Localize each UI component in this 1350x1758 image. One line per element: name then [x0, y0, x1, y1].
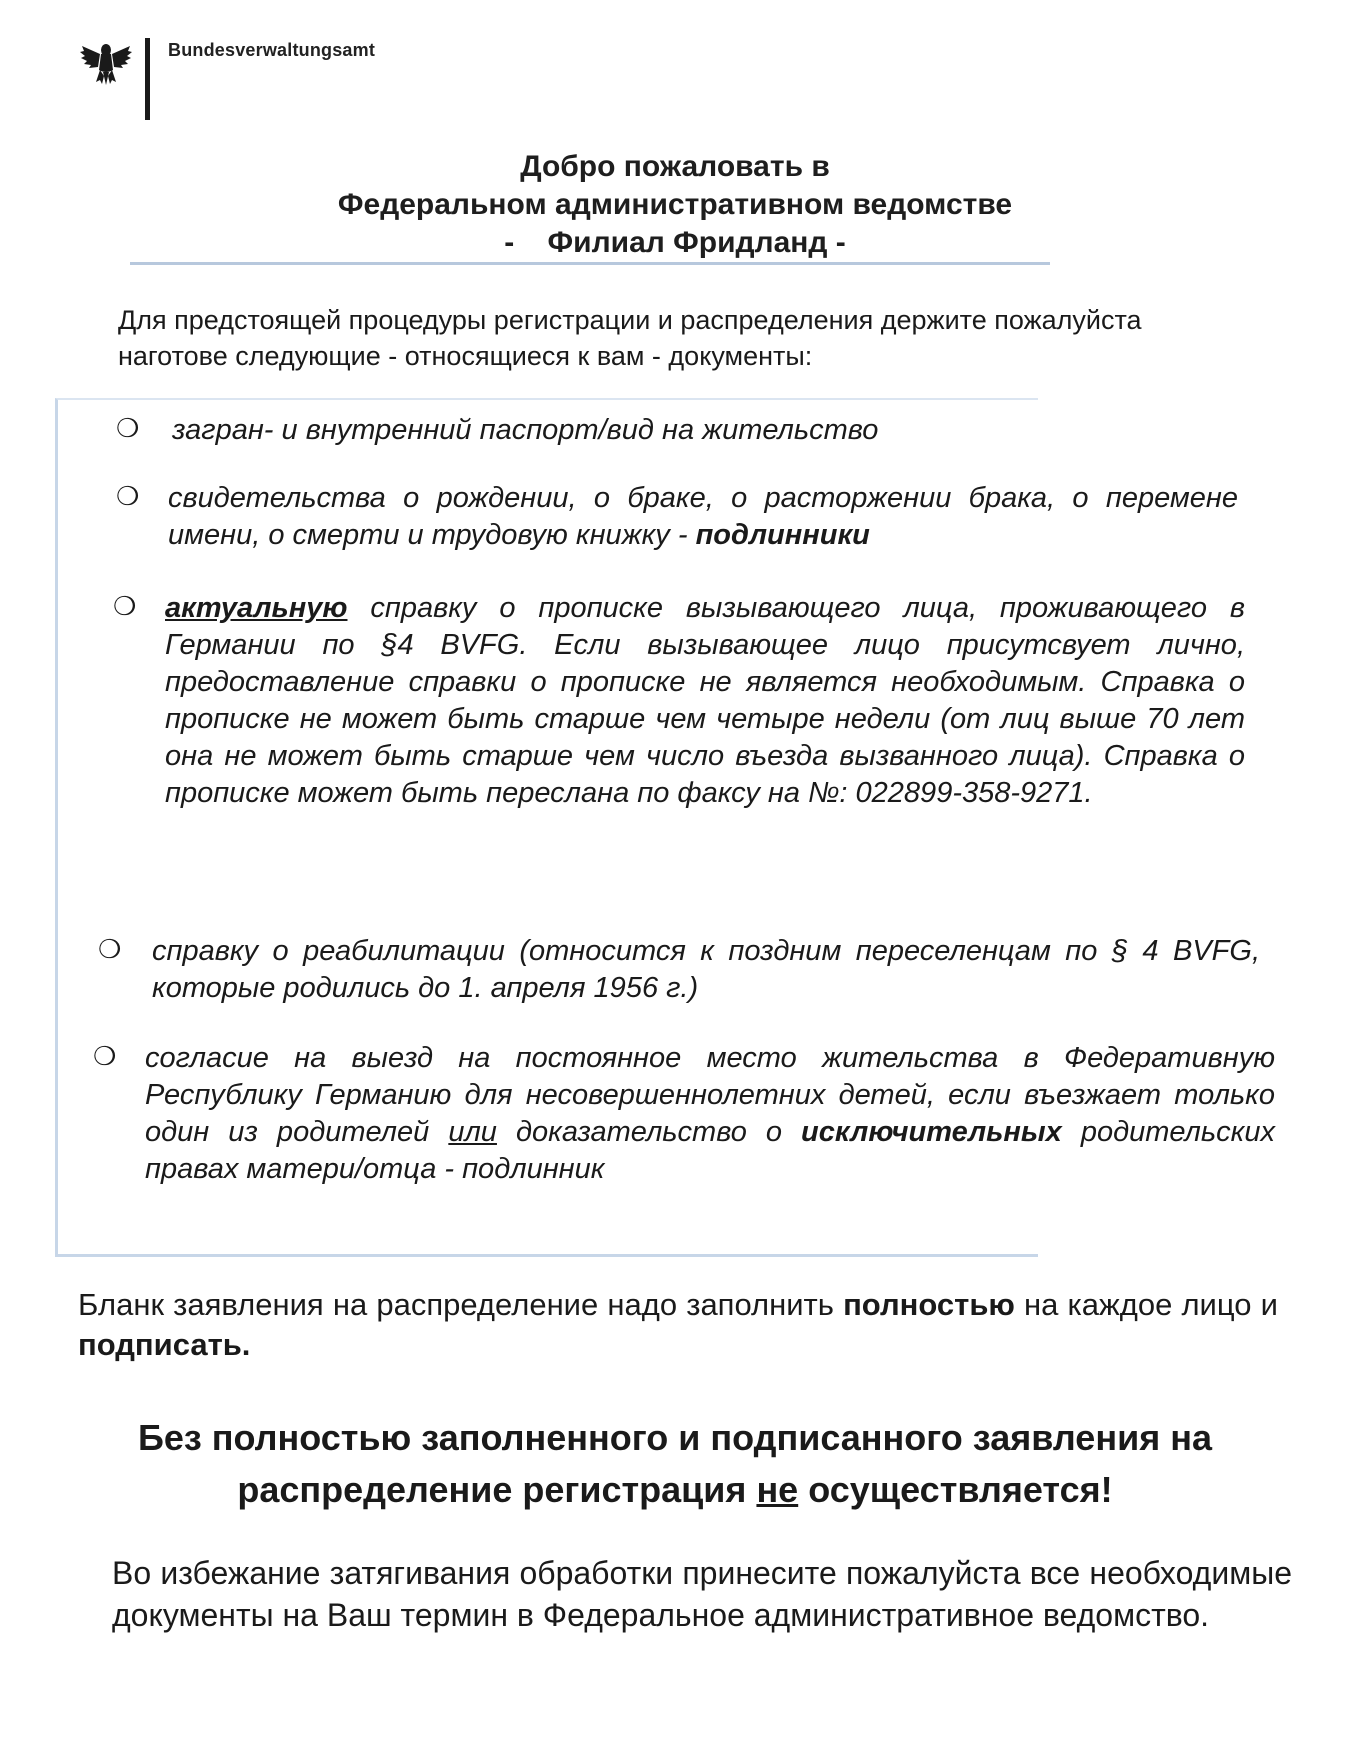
document-item-text: загран- и внутренний паспорт/вид на жительство: [172, 414, 879, 446]
document-item: [115, 590, 1245, 812]
document-item-text: согласие на выезд на постоянное место жительства в Федеративную Республику Германию для несовершеннолетних детей, если въезжает только один из родителей или доказательство о исключительных родительских правах матери/отца - подлинник: [145, 1042, 1275, 1185]
emphasis-or: или: [448, 1116, 497, 1148]
emphasis-sign: подписать.: [78, 1327, 251, 1362]
document-item: [100, 933, 1260, 1007]
document-item: [118, 480, 1238, 554]
warning-notice: [0, 1412, 1350, 1516]
ring-bullet-icon: ❍: [98, 934, 122, 964]
title-line-2: Федеральном административном ведомстве: [337, 188, 1013, 221]
title-line-1: Добро пожаловать в: [520, 150, 830, 183]
form-note: Бланк заявления на распределение надо заполнить полностью на каждое лицо и подписать.: [78, 1287, 1278, 1362]
page-title: [0, 148, 1350, 262]
federal-eagle-icon: [78, 36, 134, 86]
emphasis-exclusive: исключительных: [801, 1116, 1062, 1148]
title-underline: [130, 262, 1050, 265]
warning-line-2: распределение регистрация не осуществляется!: [237, 1469, 1113, 1510]
ring-bullet-icon: ❍: [93, 1041, 117, 1071]
emphasis-fully: полностью: [843, 1287, 1015, 1322]
title-line-3: - Филиал Фридланд -: [504, 226, 846, 259]
warning-line-1: Без полностью заполненного и подписанного заявления на: [138, 1417, 1212, 1458]
agency-name: Bundesverwaltungsamt: [168, 40, 376, 60]
document-item: [118, 412, 1178, 449]
document-item-text: актуальную справку о прописке вызывающего лица, проживающего в Германии по §4 BVFG. Если вызывающее лицо присутсвует лично, предоставление справки о прописке не является необходимым. Справка о прописке не может быть старше чем четыре недели (от лиц выше 70 лет она не может быть старше чем число въезда вызванного лица). Справка о прописке может быть переслана по факсу на №: 022899-358-9271.: [165, 592, 1245, 809]
ring-bullet-icon: ❍: [116, 481, 140, 511]
document-item-text: свидетельства о рождении, о браке, о расторжении брака, о перемене имени, о смерти и трудовую книжку - подлинники: [168, 482, 1238, 551]
emphasis-not: не: [756, 1469, 799, 1510]
ring-bullet-icon: ❍: [113, 591, 137, 621]
document-item-text: справку о реабилитации (относится к поздним переселенцам по § 4 BVFG, которые родились до 1. апреля 1956 г.): [152, 935, 1260, 1004]
emphasis-originals: подлинники: [695, 519, 870, 551]
emphasis-current: актуальную: [165, 592, 348, 624]
intro-paragraph: Для предстоящей процедуры регистрации и распределения держите пожалуйста наготове следующие - относящиеся к вам - документы:: [118, 305, 1142, 371]
ring-bullet-icon: ❍: [116, 413, 140, 443]
closing-paragraph: Во избежание затягивания обработки принесите пожалуйста все необходимые документы на Ваш термин в Федеральное административное ведомство.: [112, 1555, 1292, 1633]
document-item: [95, 1040, 1275, 1188]
header-divider: [145, 38, 150, 120]
